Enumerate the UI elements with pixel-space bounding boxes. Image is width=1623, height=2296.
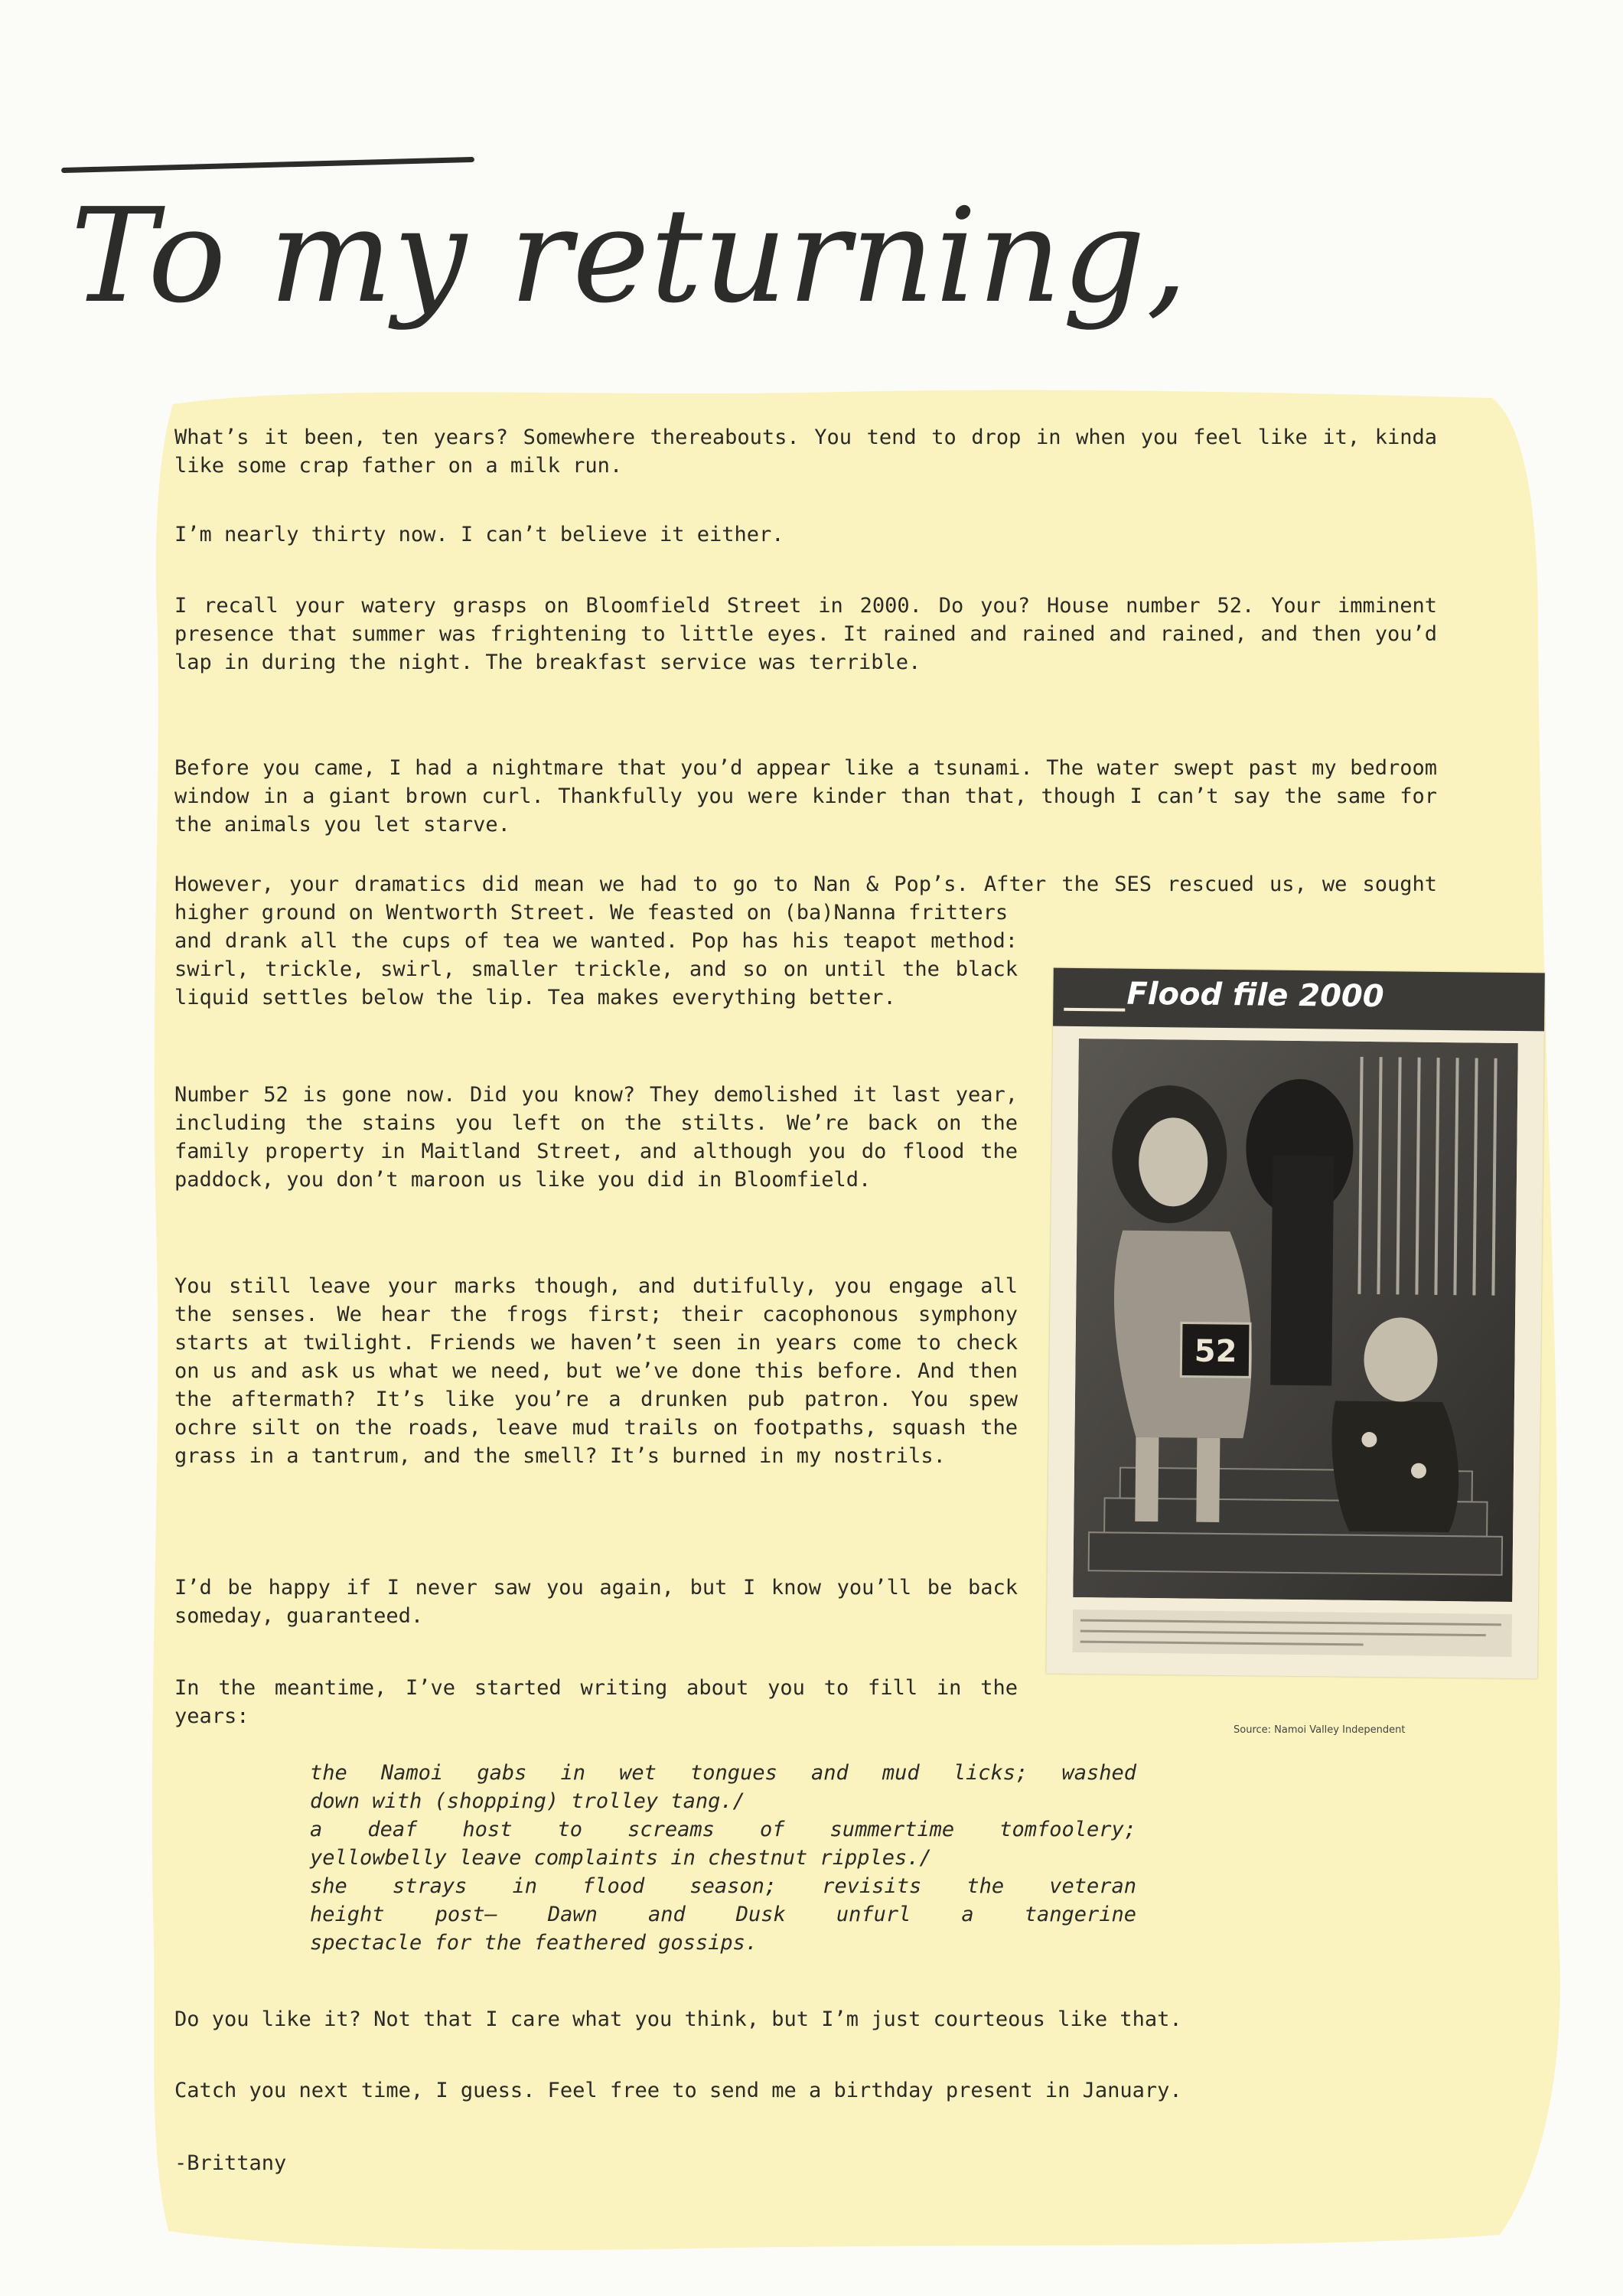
poem-line: she strays in flood season; revisits the veteran	[310, 1874, 1136, 1898]
paragraph-5-continued: and drank all the cups of tea we wanted. Pop has his teapot method: swirl, trickle, swirl, smaller trickle, and so on until the black liquid settles below the lip. Tea makes everything better.	[174, 929, 1018, 1009]
paragraph-2: I’m nearly thirty now. I can’t believe it either.	[174, 523, 784, 546]
poem-block	[310, 1759, 1136, 1957]
poem-line: the Namoi gabs in wet tongues and mud licks; washed	[310, 1761, 1136, 1785]
paragraph-1: What’s it been, ten years? Somewhere thereabouts. You tend to drop in when you feel like it, kinda like some crap father on a milk run.	[174, 426, 1437, 478]
paragraph-10: Do you like it? Not that I care what you think, but I’m just courteous like that.	[174, 2007, 1182, 2031]
paragraph-3: I recall your watery grasps on Bloomfield Street in 2000. Do you? House number 52. Your imminent presence that summer was frightening to little eyes. It rained and rained and rained, and then you’d lap in during the night. The breakfast service was terrible.	[174, 594, 1437, 674]
mailbox-number: 52	[1194, 1333, 1237, 1370]
image-source-credit: Source: Namoi Valley Independent	[1234, 1724, 1406, 1736]
poem-line: spectacle for the feathered gossips.	[310, 1931, 758, 1955]
poem-line: down with (shopping) trolley tang./	[310, 1789, 745, 1813]
poem-line: a deaf host to screams of summertime tomfoolery;	[310, 1818, 1136, 1841]
mailbox-post	[1270, 1156, 1334, 1386]
poem-line: height post— Dawn and Dusk unfurl a tangerine	[310, 1903, 1136, 1926]
paragraph-11: Catch you next time, I guess. Feel free to send me a birthday present in January.	[174, 2079, 1182, 2102]
paragraph-4: Before you came, I had a nightmare that you’d appear like a tsunami. The water swept past my bedroom window in a giant brown curl. Thankfully you were kinder than that, though I can’t say the same for the animals you let starve.	[174, 756, 1437, 837]
paragraph-9: In the meantime, I’ve started writing about you to fill in the years:	[174, 1676, 1018, 1728]
paragraph-6: Number 52 is gone now. Did you know? They demolished it last year, including the stains you left on the stilts. We’re back on the family property in Maitland Street, and although you do flood the paddock, you don’t maroon us like you did in Bloomfield.	[174, 1083, 1018, 1192]
paragraph-8: I’d be happy if I never saw you again, but I know you’ll be back someday, guaranteed.	[174, 1576, 1018, 1628]
clipping-title: Flood file 2000	[1126, 976, 1384, 1015]
header-rule	[1064, 1008, 1125, 1012]
clipping-caption	[1072, 1609, 1512, 1657]
clipping-photo	[1073, 1039, 1518, 1602]
page-title: To my returning,	[70, 181, 1188, 332]
clipping-header	[1053, 968, 1545, 1032]
paragraph-7: You still leave your marks though, and dutifully, you engage all the senses. We hear the frogs first; their cacophonous symphony starts at twilight. Friends we haven’t seen in years come to check on us and ask us what we need, but we’ve done this before. And then the aftermath? It’s like you’re a drunken pub patron. You spew ochre silt on the roads, leave mud trails on footpaths, squash the grass in a tantrum, and the smell? It’s burned in my nostrils.	[174, 1274, 1018, 1468]
signature: -Brittany	[174, 2151, 287, 2175]
paragraph-5-lead: However, your dramatics did mean we had to go to Nan & Pop’s. After the SES rescued us, we sought higher ground on Wentworth Street. We feasted on (ba)Nanna fritters	[174, 872, 1437, 925]
poem-line: yellowbelly leave complaints in chestnut ripples./	[310, 1846, 932, 1870]
newspaper-clipping	[1046, 968, 1545, 1679]
